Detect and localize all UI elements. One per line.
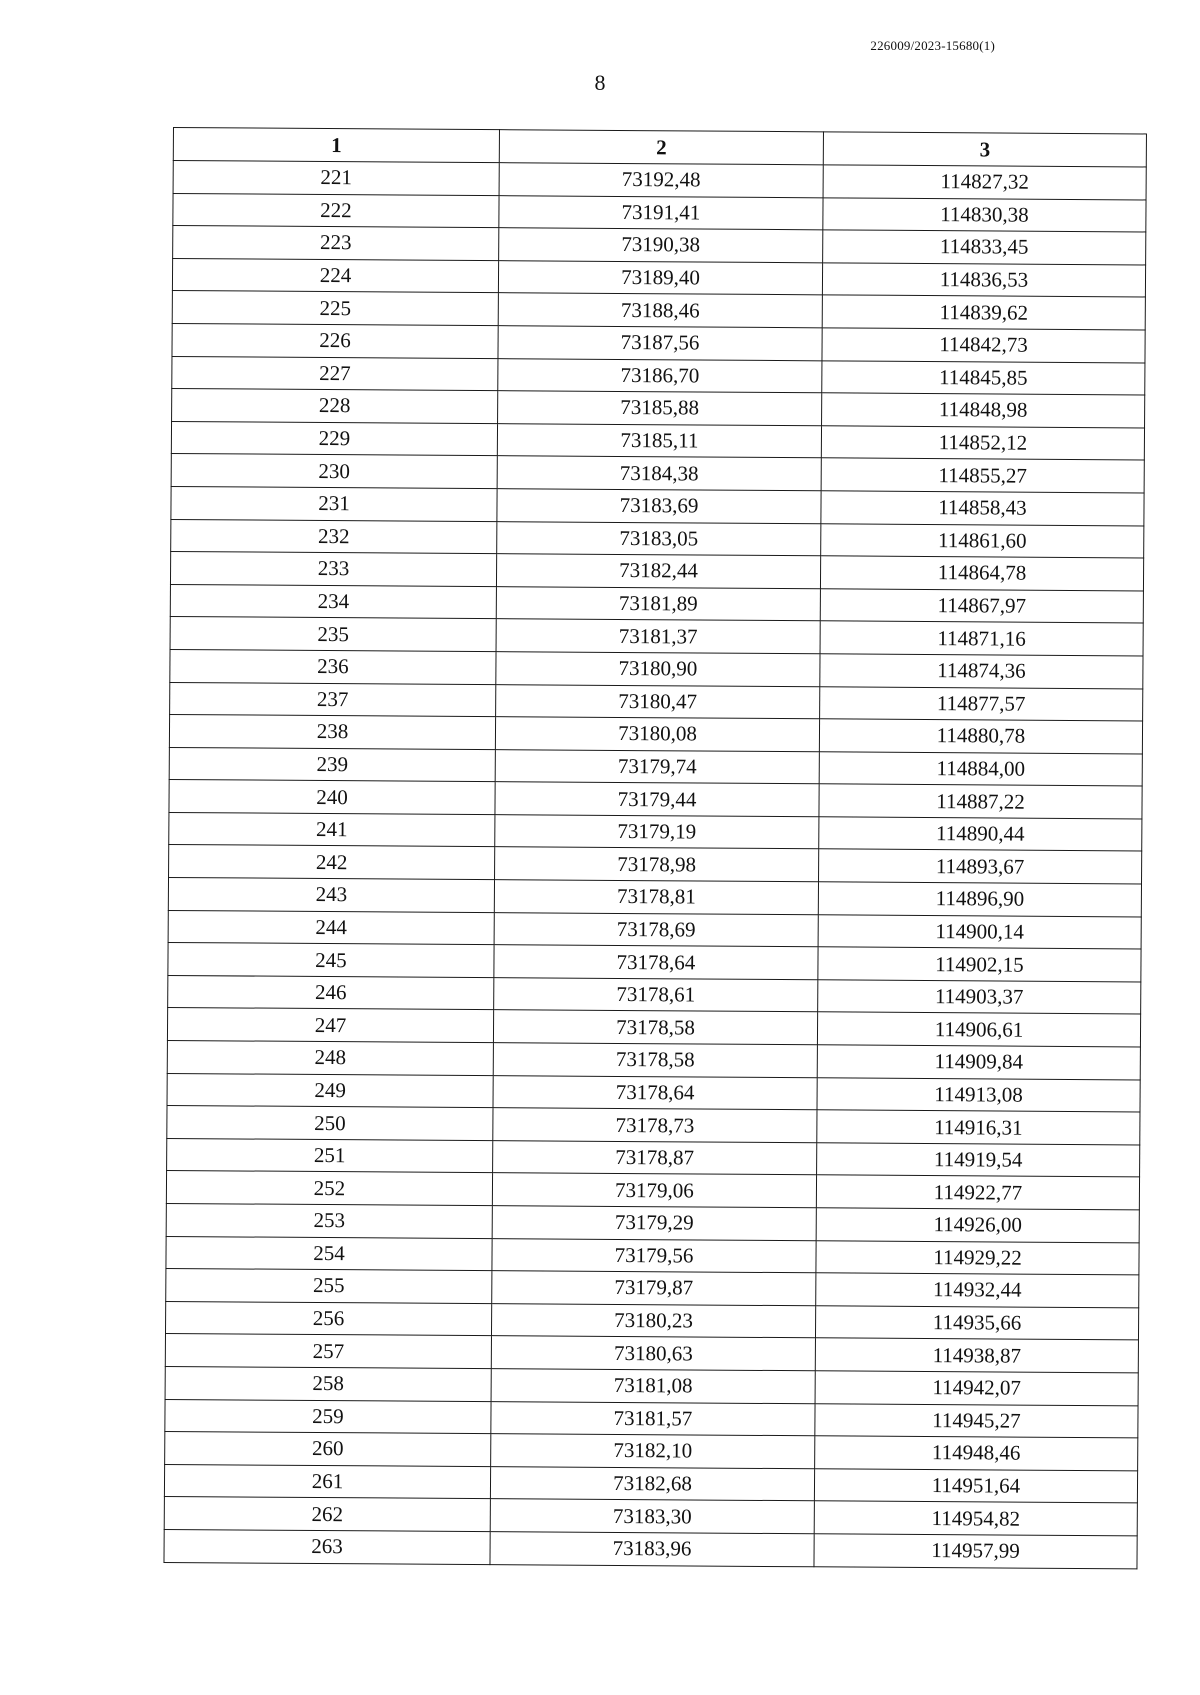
point-number-cell: 261 [164, 1464, 490, 1499]
coordinate-y-cell: 114954,82 [814, 1501, 1137, 1536]
coordinate-y-cell: 114909,84 [817, 1045, 1140, 1080]
table-body [164, 161, 1146, 1569]
coordinate-x-cell: 73179,06 [492, 1173, 816, 1208]
point-number-cell: 253 [166, 1203, 492, 1238]
coordinate-y-cell: 114827,32 [823, 165, 1146, 200]
coordinate-x-cell: 73180,08 [495, 717, 819, 752]
coordinate-y-cell: 114848,98 [822, 393, 1145, 428]
coordinate-x-cell: 73186,70 [498, 358, 822, 393]
coordinate-x-cell: 73180,90 [496, 652, 820, 687]
coordinate-x-cell: 73180,23 [491, 1303, 815, 1338]
coordinate-y-cell: 114913,08 [817, 1077, 1140, 1112]
coordinate-x-cell: 73187,56 [498, 326, 822, 361]
point-number-cell: 230 [171, 454, 497, 489]
coordinate-x-cell: 73183,30 [490, 1499, 814, 1534]
point-number-cell: 249 [167, 1073, 493, 1108]
coordinate-y-cell: 114922,77 [816, 1175, 1139, 1210]
coordinate-x-cell: 73185,88 [498, 391, 822, 426]
coordinate-x-cell: 73178,64 [493, 1075, 817, 1110]
coordinate-x-cell: 73178,73 [493, 1108, 817, 1143]
coordinate-y-cell: 114926,00 [816, 1208, 1139, 1243]
coordinate-x-cell: 73178,69 [494, 912, 818, 947]
point-number-cell: 242 [169, 845, 495, 880]
document-id: 226009/2023-15680(1) [870, 38, 995, 53]
coordinate-y-cell: 114957,99 [814, 1534, 1137, 1569]
coordinate-y-cell: 114836,53 [822, 263, 1145, 298]
coordinate-x-cell: 73182,10 [491, 1434, 815, 1469]
coordinate-y-cell: 114887,22 [819, 784, 1142, 819]
coordinate-x-cell: 73190,38 [499, 228, 823, 263]
point-number-cell: 243 [168, 878, 494, 913]
coordinate-y-cell: 114929,22 [816, 1240, 1139, 1275]
coordinate-x-cell: 73179,44 [495, 782, 819, 817]
coordinate-y-cell: 114839,62 [822, 295, 1145, 330]
point-number-cell: 236 [170, 649, 496, 684]
coordinate-y-cell: 114855,27 [821, 458, 1144, 493]
point-number-cell: 247 [167, 1008, 493, 1043]
coordinate-y-cell: 114948,46 [815, 1436, 1138, 1471]
coordinate-y-cell: 114830,38 [823, 197, 1146, 232]
point-number-cell: 257 [165, 1334, 491, 1369]
point-number-cell: 223 [173, 226, 499, 261]
coordinate-x-cell: 73183,96 [490, 1532, 814, 1567]
point-number-cell: 221 [173, 161, 499, 196]
point-number-cell: 226 [172, 323, 498, 358]
point-number-cell: 241 [169, 812, 495, 847]
point-number-cell: 255 [166, 1269, 492, 1304]
point-number-cell: 229 [171, 421, 497, 456]
point-number-cell: 231 [171, 486, 497, 521]
point-number-cell: 222 [173, 193, 499, 228]
column-header-3: 3 [823, 132, 1146, 167]
point-number-cell: 246 [168, 975, 494, 1010]
point-number-cell: 238 [169, 715, 495, 750]
coordinate-x-cell: 73178,61 [494, 977, 818, 1012]
coordinate-y-cell: 114951,64 [814, 1469, 1137, 1504]
point-number-cell: 252 [166, 1171, 492, 1206]
coordinate-y-cell: 114864,78 [820, 556, 1143, 591]
coordinates-table [163, 127, 1146, 1569]
table-row [164, 1529, 1137, 1568]
point-number-cell: 232 [171, 519, 497, 554]
coordinate-x-cell: 73182,44 [496, 554, 820, 589]
coordinate-x-cell: 73178,81 [494, 880, 818, 915]
coordinate-y-cell: 114935,66 [815, 1306, 1138, 1341]
coordinate-y-cell: 114900,14 [818, 914, 1141, 949]
coordinate-y-cell: 114880,78 [819, 719, 1142, 754]
coordinate-y-cell: 114858,43 [821, 491, 1144, 526]
coordinate-x-cell: 73188,46 [498, 293, 822, 328]
coordinate-x-cell: 73179,19 [495, 815, 819, 850]
coordinate-x-cell: 73181,37 [496, 619, 820, 654]
coordinate-y-cell: 114874,36 [820, 654, 1143, 689]
coordinate-y-cell: 114893,67 [819, 849, 1142, 884]
coordinate-y-cell: 114945,27 [815, 1403, 1138, 1438]
coordinate-y-cell: 114902,15 [818, 947, 1141, 982]
coordinate-x-cell: 73180,47 [496, 684, 820, 719]
coordinate-x-cell: 73178,98 [495, 847, 819, 882]
point-number-cell: 248 [167, 1041, 493, 1076]
coordinate-x-cell: 73179,74 [495, 749, 819, 784]
point-number-cell: 234 [170, 584, 496, 619]
coordinate-y-cell: 114861,60 [821, 523, 1144, 558]
point-number-cell: 250 [167, 1106, 493, 1141]
point-number-cell: 239 [169, 747, 495, 782]
coordinate-x-cell: 73181,89 [496, 586, 820, 621]
coordinate-x-cell: 73191,41 [499, 195, 823, 230]
coordinate-x-cell: 73189,40 [498, 260, 822, 295]
coordinate-x-cell: 73179,29 [492, 1206, 816, 1241]
point-number-cell: 237 [170, 682, 496, 717]
coordinate-x-cell: 73178,58 [493, 1043, 817, 1078]
point-number-cell: 262 [164, 1497, 490, 1532]
coordinate-y-cell: 114842,73 [822, 328, 1145, 363]
coordinate-x-cell: 73182,68 [490, 1466, 814, 1501]
coordinate-x-cell: 73180,63 [491, 1336, 815, 1371]
coordinate-x-cell: 73184,38 [497, 456, 821, 491]
point-number-cell: 245 [168, 943, 494, 978]
point-number-cell: 228 [172, 389, 498, 424]
coordinate-y-cell: 114845,85 [822, 360, 1145, 395]
point-number-cell: 251 [167, 1138, 493, 1173]
point-number-cell: 225 [172, 291, 498, 326]
coordinate-x-cell: 73179,56 [492, 1238, 816, 1273]
point-number-cell: 244 [168, 910, 494, 945]
coordinate-x-cell: 73185,11 [497, 423, 821, 458]
coordinate-y-cell: 114877,57 [820, 686, 1143, 721]
coordinate-y-cell: 114938,87 [815, 1338, 1138, 1373]
point-number-cell: 263 [164, 1529, 490, 1564]
coordinate-x-cell: 73183,69 [497, 489, 821, 524]
coordinate-y-cell: 114871,16 [820, 621, 1143, 656]
point-number-cell: 224 [172, 258, 498, 293]
point-number-cell: 240 [169, 780, 495, 815]
coordinate-y-cell: 114932,44 [816, 1273, 1139, 1308]
point-number-cell: 259 [165, 1399, 491, 1434]
coordinate-y-cell: 114942,07 [815, 1371, 1138, 1406]
coordinate-x-cell: 73179,87 [492, 1271, 816, 1306]
point-number-cell: 258 [165, 1366, 491, 1401]
coordinate-x-cell: 73181,08 [491, 1369, 815, 1404]
coordinate-y-cell: 114906,61 [817, 1012, 1140, 1047]
point-number-cell: 235 [170, 617, 496, 652]
column-header-2: 2 [499, 130, 823, 165]
point-number-cell: 256 [165, 1301, 491, 1336]
point-number-cell: 260 [165, 1432, 491, 1467]
coordinate-y-cell: 114833,45 [823, 230, 1146, 265]
coordinate-x-cell: 73178,58 [493, 1010, 817, 1045]
point-number-cell: 254 [166, 1236, 492, 1271]
coordinate-y-cell: 114867,97 [820, 589, 1143, 624]
coordinate-y-cell: 114916,31 [817, 1110, 1140, 1145]
coordinate-y-cell: 114919,54 [817, 1143, 1140, 1178]
coordinate-x-cell: 73178,64 [494, 945, 818, 980]
point-number-cell: 233 [170, 552, 496, 587]
coordinate-y-cell: 114890,44 [819, 817, 1142, 852]
page-number: 8 [594, 70, 606, 95]
coordinate-x-cell: 73183,05 [497, 521, 821, 556]
coordinate-y-cell: 114896,90 [818, 882, 1141, 917]
coordinate-y-cell: 114903,37 [818, 980, 1141, 1015]
coordinate-y-cell: 114884,00 [819, 751, 1142, 786]
coordinate-y-cell: 114852,12 [821, 426, 1144, 461]
coordinate-x-cell: 73181,57 [491, 1401, 815, 1436]
coordinate-x-cell: 73178,87 [493, 1140, 817, 1175]
column-header-1: 1 [173, 128, 499, 163]
point-number-cell: 227 [172, 356, 498, 391]
coordinate-x-cell: 73192,48 [499, 163, 823, 198]
